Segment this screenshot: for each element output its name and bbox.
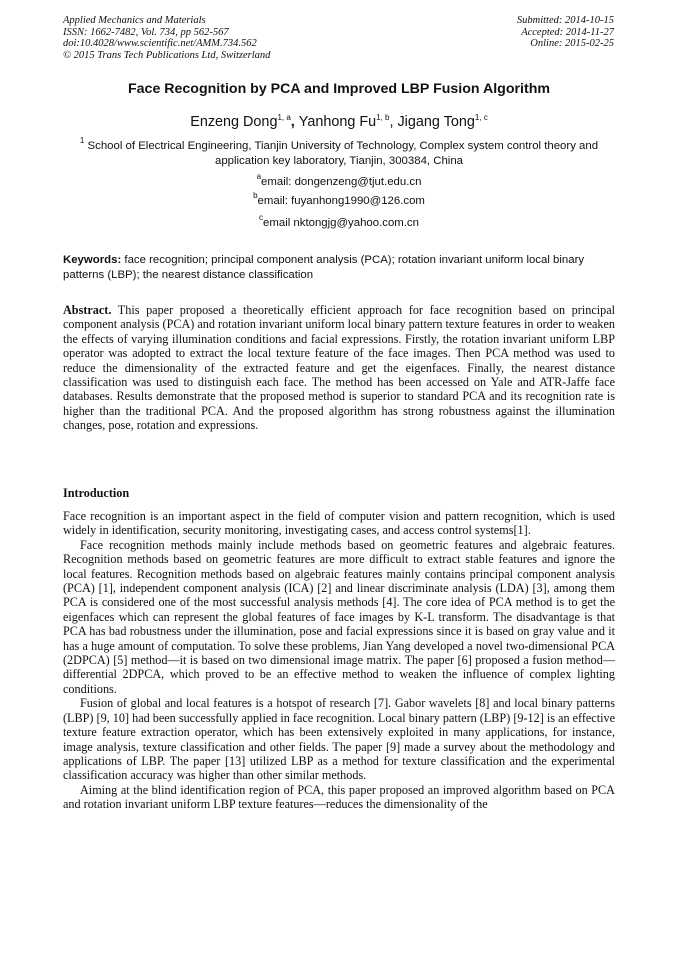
journal-copyright: © 2015 Trans Tech Publications Ltd, Switzerland <box>63 49 271 61</box>
paragraph: Fusion of global and local features is a hotspot of research [7]. Gabor wavelets [8] and local binary patterns (LBP) [9, 10] had been successfully applied in face recognition. Local binary pattern (LBP) [9-12] is an effective texture feature extraction operator, which has been extensively exploited in many applications, for instance, image analysis, texture classification and other fields. The paper [9] made a survey about the methodology and applications of LBP. The paper [13] utilized LBP as a method for texture classification and the experimental classification accuracy was higher than other similar methods. <box>63 696 615 783</box>
author-affiliation-mark: 1, b <box>376 113 390 122</box>
affiliation-mark: 1 <box>79 136 85 145</box>
journal-name: Applied Mechanics and Materials <box>63 15 206 26</box>
author-name: Jigang Tong <box>397 114 475 130</box>
abstract-label: Abstract. <box>63 303 112 317</box>
email-line <box>40 172 638 188</box>
email-line <box>40 191 638 207</box>
keywords-label: Keywords: <box>63 254 122 266</box>
email-line <box>40 213 638 229</box>
paragraph: Face recognition is an important aspect in the field of computer vision and pattern recognition, which is used widely in identification, security monitoring, investigating cases, and access control systems[1]. <box>63 509 615 538</box>
journal-doi: doi:10.4028/www.scientific.net/AMM.734.562 <box>63 38 257 49</box>
affiliation <box>63 136 615 168</box>
email-text[interactable]: email: dongenzeng@tjut.edu.cn <box>261 176 422 188</box>
paper-title: Face Recognition by PCA and Improved LBP Fusion Algorithm <box>128 81 550 97</box>
journal-header-right <box>517 15 614 50</box>
introduction-body <box>63 509 615 812</box>
accepted-date: Accepted: 2014-11-27 <box>521 26 614 38</box>
submitted-date: Submitted: 2014-10-15 <box>516 15 614 26</box>
keywords <box>63 253 615 282</box>
author-separator: , <box>389 114 398 130</box>
abstract-text: This paper proposed a theoretically efficient approach for face recognition based on principal component analysis (PCA) and rotation invariant uniform local binary pattern texture features in order to weaken the effects of varying illumination conditions and facial expressions. Firstly, the rotation invariant uniform LBP operator was adopted to extract the local texture feature of the face images. Then PCA method was used to reduce the dimensionality of the extracted feature and get the eigenfaces. Finally, the nearest distance classification was used to distinguish each face. The method has been accessed on Yale and ATR-Jaffe face databases. Results demonstrate that the proposed method is superior to standard PCA and its recognition rate is higher than the traditional PCA. And the proposed algorithm has strong robustness against the illumination changes, pose, rotation and expressions. <box>63 303 616 433</box>
journal-header-left <box>63 15 270 61</box>
email-text[interactable]: email nktongjg@yahoo.com.cn <box>263 217 419 229</box>
section-heading-introduction: Introduction <box>63 486 130 500</box>
paragraph: Face recognition methods mainly include methods based on geometric features and algebraic features. Recognition methods based on geometric features are more difficult to extract stable features and ignore the local features. Recognition methods based on algebraic features mainly contains principal component analysis (PCA) [1], independent component analysis (ICA) [2] and linear discriminate analysis (LDA) [3], among them PCA is considered one of the most successful analysis methods [4]. The core idea of PCA method is to get the eigenfaces which can represent the global features of face images by K-L transform. The disadvantage is that PCA has bad robustness under the illumination, pose and facial expressions since it is based on gray value and it has a huge amount of computation. To solve these problems, Jian Yang developed a novel two-dimensional PCA (2DPCA) [5] method—it is based on two dimensional image matrix. The paper [6] proposed a fusion method—differential 2DPCA, which proved to be an effective method to weaken the influence of complex lighting conditions. <box>63 537 615 696</box>
journal-issn: ISSN: 1662-7482, Vol. 734, pp 562-567 <box>63 26 229 38</box>
author-list <box>40 114 638 130</box>
author-separator: , <box>290 114 299 130</box>
author-name: Yanhong Fu <box>298 114 377 130</box>
email-mark: a <box>256 172 262 181</box>
abstract <box>63 303 615 433</box>
email-text[interactable]: email: fuyanhong1990@126.com <box>257 195 425 207</box>
email-mark: c <box>259 213 264 222</box>
email-mark: b <box>253 191 258 200</box>
online-date: Online: 2015-02-25 <box>530 38 614 49</box>
author-affiliation-mark: 1, c <box>474 113 488 122</box>
affiliation-text: School of Electrical Engineering, Tianjin University of Technology, Complex system control theory and application key laboratory, Tianjin, 300384, China <box>87 140 599 167</box>
paragraph: Aiming at the blind identification region of PCA, this paper proposed an improved algorithm based on PCA and rotation invariant uniform LBP texture features—reduces the dimensionality of the <box>63 782 615 812</box>
keywords-text: face recognition; principal component analysis (PCA); rotation invariant uniform local binary patterns (LBP); the nearest distance classification <box>63 254 585 281</box>
author-name: Enzeng Dong <box>190 114 278 130</box>
author-affiliation-mark: 1, a <box>277 113 291 122</box>
